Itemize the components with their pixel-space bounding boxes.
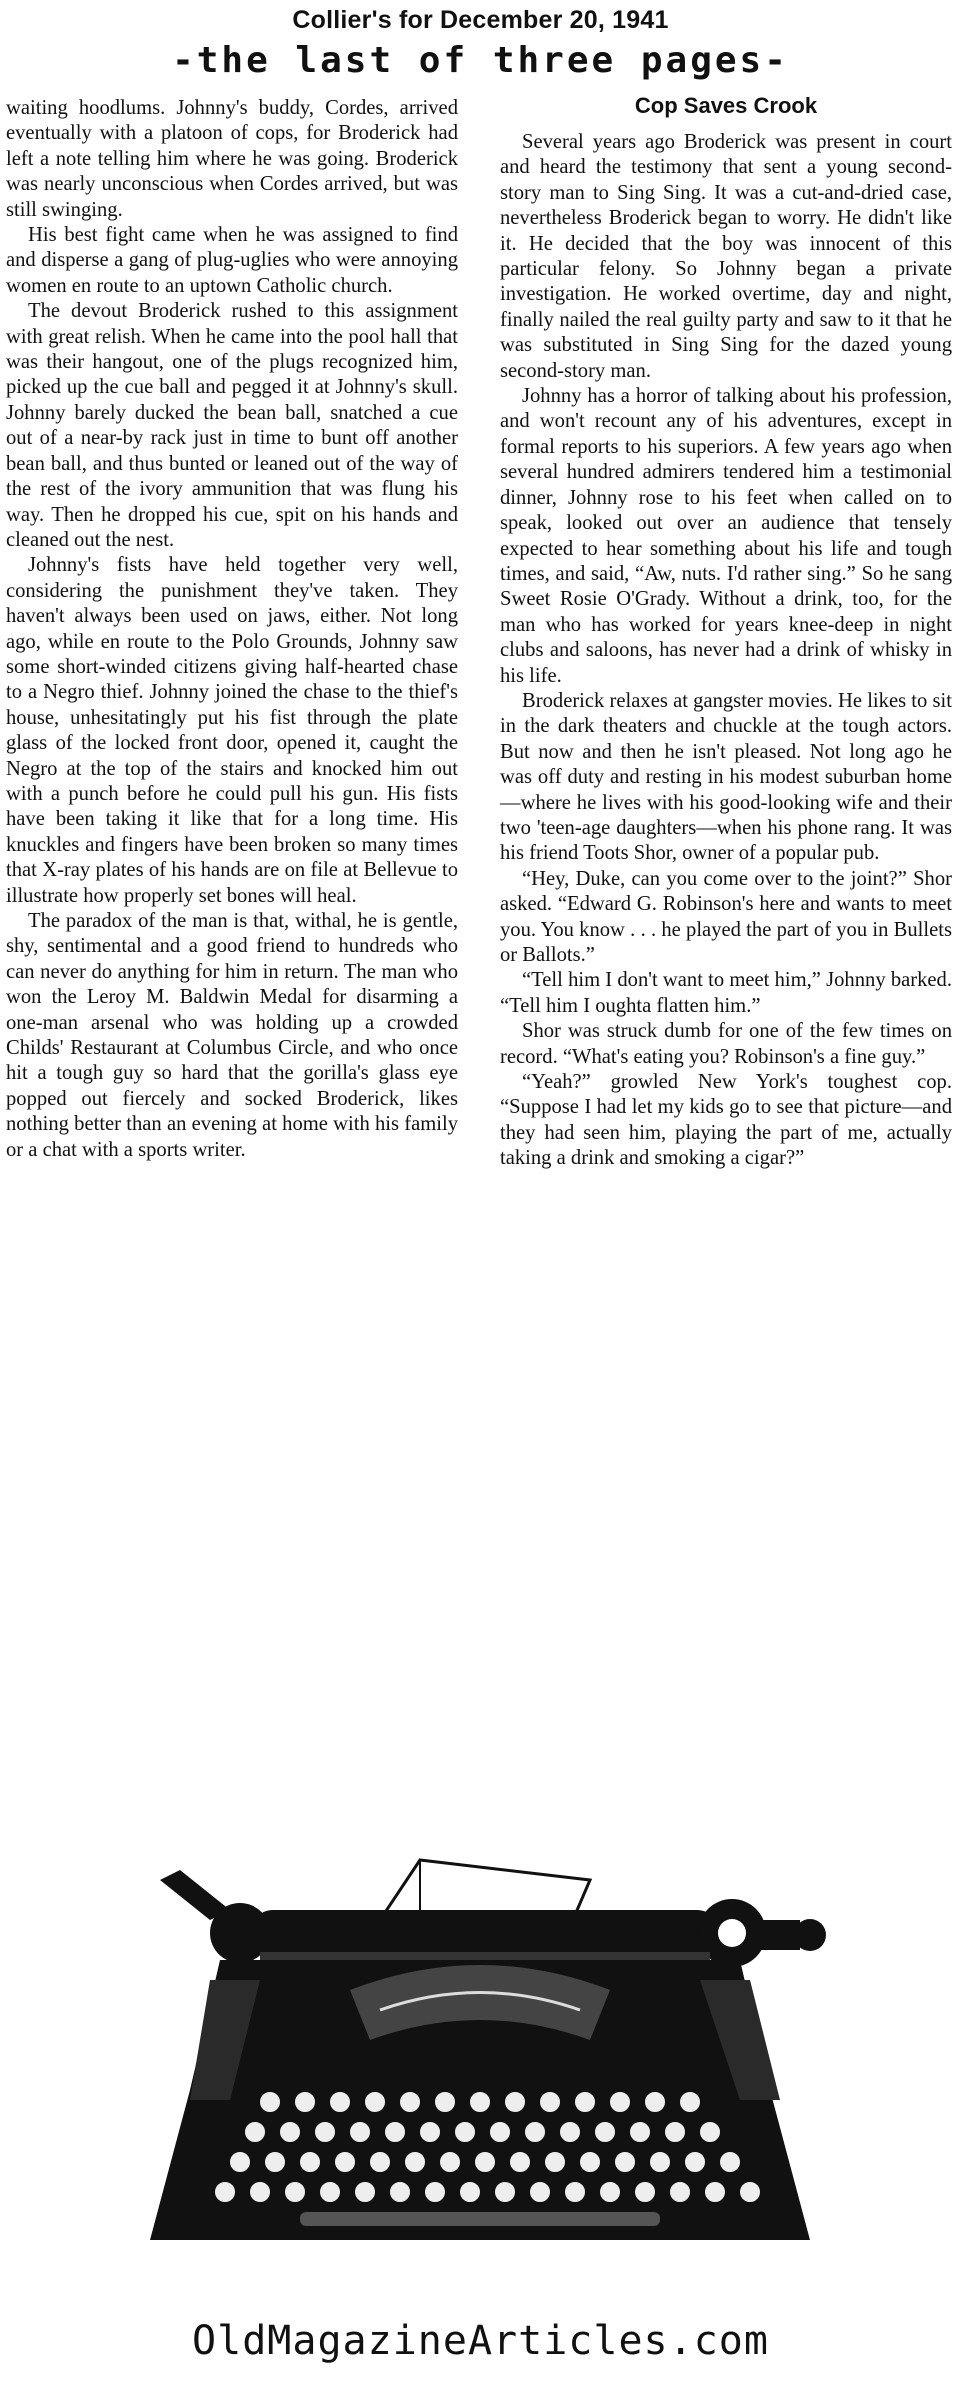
typewriter-icon	[120, 1840, 840, 2270]
publication-title: Collier's for December 20, 1941	[292, 6, 669, 34]
paragraph: Johnny has a horror of talking about his profession, and won't recount any of his adventures, except in formal reports to his superiors. A few years ago when several hundred admirers tendered him a testimonial dinner, Johnny rose to his feet when called on to speak, looked out over an audience that tensely expected to hear something about his life and tough times, and said, “Aw, nuts. I'd rather sing.” So he sang Sweet Rosie O'Grady. Without a drink, too, for the man who has worked for years knee-deep in night clubs and saloons, has never had a drink of whisky in his life.	[500, 385, 952, 687]
paragraph: Johnny's fists have held together very well, considering the punishment they've taken. They haven't always been used on jaws, either. Not long ago, while en route to the Polo Grounds, Johnny saw some short-winded citizens giving half-hearted chase to a Negro thief. Johnny joined the chase to the thief's house, unhesitatingly put his fist through the plate glass of the locked front door, opened it, caught the Negro at the top of the stairs and knocked him out with a punch before he could pull his gun. His fists have been taking it like that for a long time. His knuckles and fingers have been broken so many times that X-ray plates of his hands are on file at Bellevue to illustrate how properly set bones will heal.	[6, 554, 458, 907]
paragraph: “Yeah?” growled New York's toughest cop. “Suppose I had let my kids go to see that picture—and they had seen him, playing the part of me, actually taking a drink and smoking a cigar?”	[500, 1071, 952, 1170]
paragraph: The paradox of the man is that, withal, he is gentle, shy, sentimental and a good friend to hundreds who can never do anything for him in return. The man who won the Leroy M. Baldwin Medal for disarming a one-man arsenal who was holding up a crowded Childs' Restaurant at Columbus Circle, and who once hit a tough guy so hard that the gorilla's glass eye popped out fiercely and socked Broderick, likes nothing better than an evening at home with his family or a chat with a sports writer.	[6, 910, 458, 1161]
site-watermark: OldMagazineArticles.com	[192, 2318, 769, 2364]
paragraph: Several years ago Broderick was present in court and heard the testimony that sent a young second-story man to Sing Sing. It was a cut-and-dried case, nevertheless Broderick began to worry. He didn't like it. He decided that the boy was innocent of this particular felony. So Johnny began a private investigation. He worked overtime, day and night, finally nailed the real guilty party and saw to it that he was substituted in Sing Sing for the dazed young second-story man.	[500, 131, 952, 382]
paragraph: “Tell him I don't want to meet him,” Johnny barked. “Tell him I oughta flatten him.”	[500, 969, 952, 1017]
paragraph: Shor was struck dumb for one of the few times on record. “What's eating you? Robinson's a fine guy.”	[500, 1020, 952, 1068]
paragraph: His best fight came when he was assigned to find and disperse a gang of plug-uglies who were annoying women en route to an uptown Catholic church.	[6, 224, 458, 297]
paragraph: waiting hoodlums. Johnny's buddy, Cordes, arrived eventually with a platoon of cops, for Broderick had left a note telling him where he was going. Broderick was nearly unconscious when Cordes arrived, but was still swinging.	[6, 97, 458, 221]
paragraph: “Hey, Duke, can you come over to the joint?” Shor asked. “Edward G. Robinson's here and wants to meet you. You know . . . he played the part of you in Bullets or Ballots.”	[500, 867, 952, 966]
section-subhead: Cop Saves Crook	[634, 93, 818, 118]
article-column-left	[6, 96, 458, 1163]
page-subtitle: -the last of three pages-	[172, 40, 789, 81]
paragraph: The devout Broderick rushed to this assignment with great relish. When he came into the pool hall that was their hangout, one of the plugs recognized him, picked up the cue ball and pegged it at Johnny's skull. Johnny barely ducked the bean ball, snatched a cue out of a near-by rack just in time to bunt off another bean ball, and thus bunted or leaned out of the way of the rest of the ivory ammunition that was flung his way. Then he dropped his cue, spit on his hands and cleaned out the nest.	[6, 300, 458, 551]
article-column-right	[500, 92, 952, 1172]
paragraph: Broderick relaxes at gangster movies. He likes to sit in the dark theaters and chuckle at the tough actors. But now and then he isn't pleased. Not long ago he was off duty and resting in his modest suburban home—where he lives with his good-looking wife and their two 'teen-age daughters—when his phone rang. It was his friend Toots Shor, owner of a popular pub.	[500, 689, 952, 865]
